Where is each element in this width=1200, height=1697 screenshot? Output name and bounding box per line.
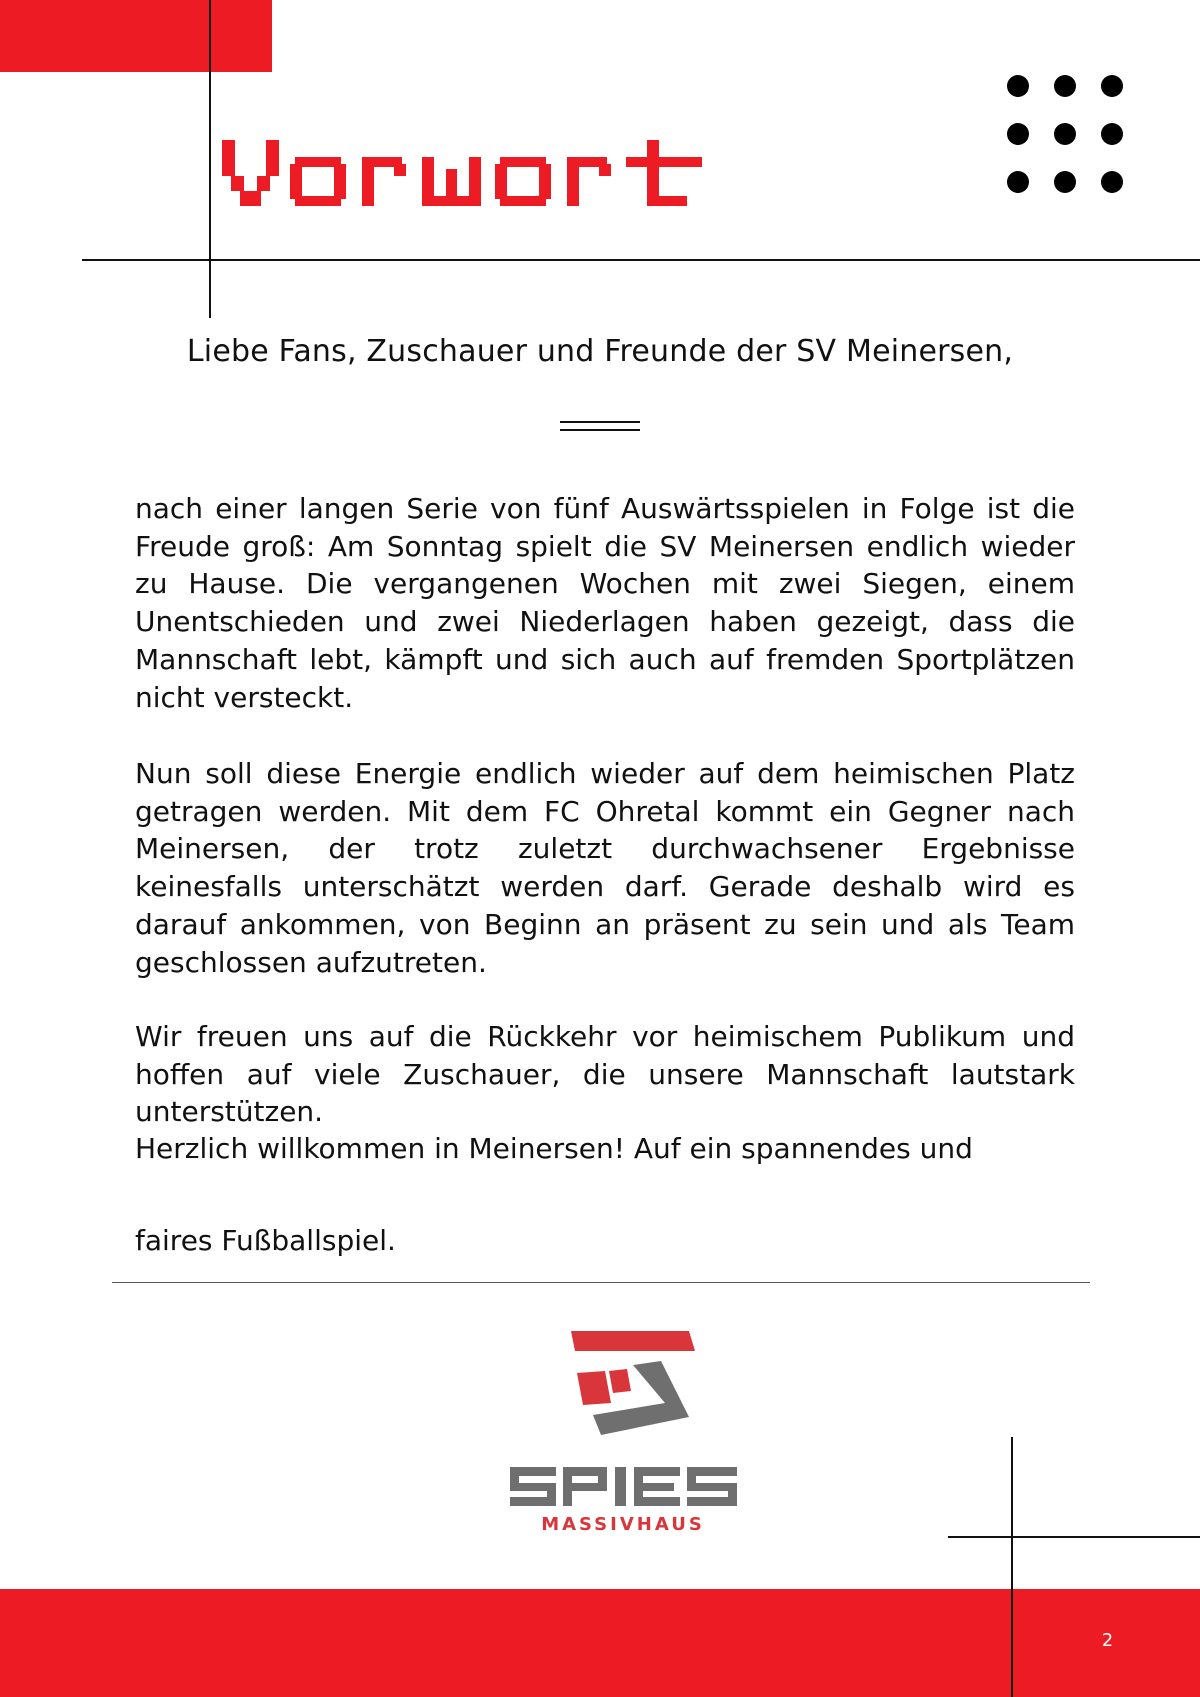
horizontal-rule-bottom [112,1282,1090,1283]
double-rule-divider [560,420,640,433]
svg-text:MASSIVHAUS: MASSIVHAUS [541,1514,705,1535]
salutation: Liebe Fans, Zuschauer und Freunde der SV Meinersen, [186,334,1014,369]
sponsor-logo [505,1325,775,1540]
vertical-rule-top [209,0,211,318]
bottom-red-band [0,1589,1200,1697]
vertical-rule-bottom [1011,1437,1013,1697]
page-title [222,140,712,206]
paragraph-opponent: Nun soll diese Energie endlich wieder auf dem heimischen Platz getragen werden. Mit dem FC Ohretal kommt ein Gegner nach Meinersen, der trotz zuletzt durchwachsener Ergebnisse keinesfalls unterschätzt werden darf. Gerade deshalb wird es darauf ankommen, von Beginn an präsent zu sein und als Team geschlossen aufzutreten. [135,757,1075,979]
horizontal-rule-bottom-right [948,1536,1200,1538]
page-number: 2 [1101,1630,1114,1651]
paragraph-intro: nach einer langen Serie von fünf Auswärtsspielen in Folge ist die Freude groß: Am Sonntag spielt die SV Meinersen endlich wieder zu Hause. Die vergangenen Wochen mit zwei Siegen, einem Unentschieden und zwei Niederlagen haben gezeigt, dass die Mannschaft lebt, kämpft und sich auch auf fremden Sportplätzen nicht versteckt. [135,492,1075,714]
dot-grid-icon [1007,72,1125,198]
paragraph-closing: faires Fußballspiel. [135,1224,396,1257]
horizontal-rule-top [82,259,1200,261]
paragraph-welcome: Herzlich willkommen in Meinersen! Auf ein spannendes und [135,1132,973,1165]
paragraph-support: Wir freuen uns auf die Rückkehr vor heimischem Publikum und hoffen auf viele Zuschauer, die unsere Mannschaft lautstark unterstützen. [135,1020,1075,1129]
top-red-block [0,0,272,72]
